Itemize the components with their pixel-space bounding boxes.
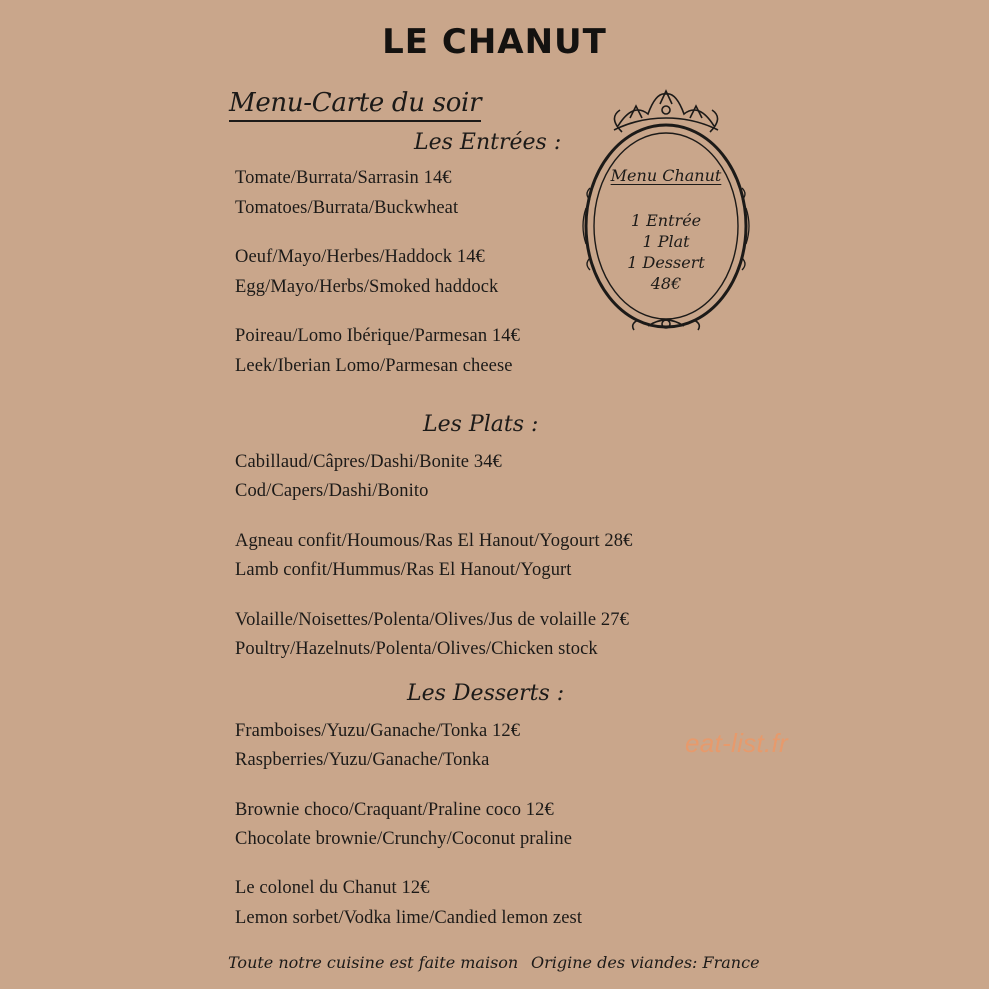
menu-title: Menu-Carte du soir: [229, 86, 481, 122]
menu-item-en: Tomatoes/Burrata/Buckwheat: [235, 198, 459, 218]
menu-item-fr: Framboises/Yuzu/Ganache/Tonka 12€: [235, 721, 521, 741]
menu-item-en: Leek/Iberian Lomo/Parmesan cheese: [235, 356, 513, 376]
menu-item-en: Lemon sorbet/Vodka lime/Candied lemon zest: [235, 908, 583, 928]
section-heading-desserts: Les Desserts :: [407, 681, 565, 706]
menu-item-fr: Tomate/Burrata/Sarrasin 14€: [235, 168, 452, 188]
restaurant-logo: LE CHANUT: [382, 22, 607, 62]
section-heading-entrees: Les Entrées :: [414, 130, 562, 155]
menu-item-fr: Cabillaud/Câpres/Dashi/Bonite 34€: [235, 452, 502, 472]
menu-item-fr: Agneau confit/Houmous/Ras El Hanout/Yogourt 28€: [235, 531, 633, 551]
menu-item-fr: Brownie choco/Craquant/Praline coco 12€: [235, 800, 554, 820]
menu-chanut-price: 48€: [650, 274, 682, 293]
menu-item-en: Lamb confit/Hummus/Ras El Hanout/Yogurt: [235, 560, 572, 580]
menu-item-fr: Volaille/Noisettes/Polenta/Olives/Jus de volaille 27€: [235, 610, 629, 630]
footer-meat-origin: Origine des viandes: France: [531, 953, 760, 972]
menu-item-fr: Poireau/Lomo Ibérique/Parmesan 14€: [235, 326, 520, 346]
menu-item-en: Poultry/Hazelnuts/Polenta/Olives/Chicken stock: [235, 639, 598, 659]
menu-item-fr: Oeuf/Mayo/Herbes/Haddock 14€: [235, 247, 485, 267]
footer-homemade: Toute notre cuisine est faite maison: [228, 953, 519, 972]
menu-chanut-line: 1 Plat: [642, 232, 690, 251]
menu-item-fr: Le colonel du Chanut 12€: [235, 878, 430, 898]
menu-item-en: Cod/Capers/Dashi/Bonito: [235, 481, 429, 501]
menu-chanut-line: 1 Dessert: [627, 253, 705, 272]
watermark: eat-list.fr: [685, 728, 788, 758]
menu-chanut-lines: [578, 210, 754, 294]
section-heading-plats: Les Plats :: [423, 412, 539, 437]
menu-chanut-frame: [578, 88, 754, 332]
menu-item-en: Raspberries/Yuzu/Ganache/Tonka: [235, 750, 490, 770]
menu-item-en: Chocolate brownie/Crunchy/Coconut praline: [235, 829, 573, 849]
menu-item-en: Egg/Mayo/Herbs/Smoked haddock: [235, 277, 499, 297]
menu-chanut-line: 1 Entrée: [630, 211, 702, 230]
menu-chanut-title: Menu Chanut: [610, 166, 722, 185]
